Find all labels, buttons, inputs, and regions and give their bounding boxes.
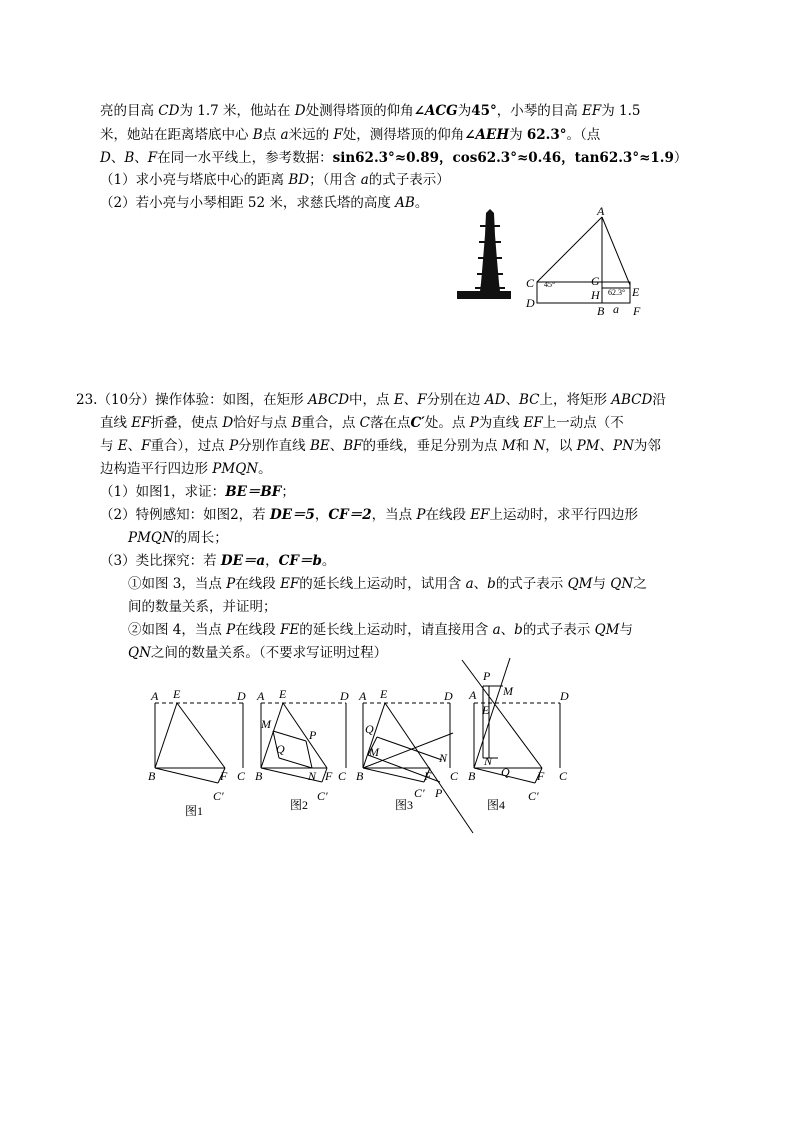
label-C: C	[526, 276, 535, 290]
txt: 米远的	[288, 127, 334, 143]
var: PM	[576, 438, 600, 454]
fig4-label-B: B	[468, 769, 476, 783]
txt: 的周长；	[173, 530, 228, 546]
txt: 与	[100, 438, 118, 454]
fig2-label-P: P	[309, 728, 317, 742]
fig1-label-D: D	[237, 689, 246, 703]
var: D	[222, 415, 234, 431]
txt: 、	[473, 576, 488, 592]
txt: 为邻	[633, 438, 661, 454]
var: PMQN	[128, 530, 174, 546]
math: DE＝5	[269, 507, 315, 523]
fig3-label-P: P	[435, 786, 443, 800]
var: E	[117, 438, 128, 454]
fig1-label-C: C	[237, 769, 246, 783]
txt: 与	[592, 576, 611, 592]
figure-2	[261, 703, 346, 782]
txt: 折叠，使点	[150, 415, 223, 431]
pagoda-icon	[457, 209, 511, 299]
fig1-caption: 图1	[185, 804, 204, 818]
txt: 为	[509, 127, 527, 143]
txt: 、	[500, 622, 515, 638]
txt: 的式子表示）	[368, 172, 450, 188]
fig3-label-Cp: C′	[414, 786, 425, 800]
math: CF＝b	[278, 553, 322, 569]
txt: ；（用含	[309, 172, 361, 188]
var: ABCD	[611, 392, 653, 408]
txt: 之间的数量关系。（不要求写证明过程）	[150, 645, 388, 661]
math: DE＝a	[220, 553, 266, 569]
txt: 间的数量关系，并证明；	[128, 599, 277, 615]
txt: 。	[321, 553, 336, 569]
txt: 重合，点	[301, 415, 360, 431]
label-B: B	[597, 304, 605, 318]
txt: （1）如图1，求证：	[100, 484, 226, 500]
txt: 在线段	[425, 507, 471, 523]
txt: 之	[633, 576, 647, 592]
q22-line-2	[100, 125, 600, 145]
var: P	[229, 438, 239, 454]
txt: 与	[619, 622, 633, 638]
fig4-label-A: A	[469, 688, 477, 702]
math: C′	[410, 415, 425, 431]
var: P	[226, 622, 236, 638]
fig4-label-E: E	[482, 703, 490, 717]
var: a	[360, 172, 369, 188]
label-a: a	[613, 302, 619, 316]
fig2-label-B: B	[255, 769, 263, 783]
var: FE	[280, 622, 300, 638]
var: QM	[567, 576, 593, 592]
math: ∠AEH	[464, 127, 510, 143]
var: F	[147, 150, 158, 166]
txt: 为 1.5	[601, 103, 641, 119]
txt: （2）若小亮与小琴相距 52 米，求慈氏塔的高度	[100, 195, 396, 211]
fig3-label-F: F	[424, 769, 432, 783]
txt: 、	[110, 150, 125, 166]
label-D: D	[526, 296, 535, 310]
fig3-label-Q: Q	[365, 722, 374, 736]
txt: 点	[262, 127, 281, 143]
fig2-label-D: D	[340, 689, 349, 703]
var: B	[291, 415, 302, 431]
var: BD	[288, 172, 310, 188]
txt: 和	[515, 438, 534, 454]
label-angle45: 45°	[544, 280, 556, 289]
txt: 23.（10分）操作体验：如图，在矩形	[76, 392, 308, 408]
q23-line-8	[100, 551, 335, 571]
q22-line-1	[100, 101, 641, 121]
fig4-label-Cp: C′	[528, 789, 539, 803]
txt: 分别作直线	[238, 438, 310, 454]
fig4-label-N: N	[484, 754, 493, 768]
txt: 亮的目高	[100, 103, 159, 119]
figure-4	[462, 658, 560, 783]
label-H: H	[591, 288, 600, 302]
math: 62.3°	[526, 127, 567, 143]
var: P	[226, 576, 236, 592]
fig1-label-F: F	[220, 769, 228, 783]
var: B	[252, 127, 263, 143]
fig2-label-N: N	[308, 769, 317, 783]
txt: 处。点	[424, 415, 470, 431]
q23-line-6	[100, 505, 638, 525]
q23-line-7	[128, 528, 228, 548]
q23-line-4	[100, 459, 272, 479]
var: D	[100, 150, 111, 166]
math: BE＝BF	[225, 484, 282, 500]
txt: 边构造平行四边形	[100, 461, 213, 477]
fig2-label-M: M	[261, 717, 271, 731]
txt: 的垂线，垂足分别为点	[362, 438, 502, 454]
txt: 在同一水平线上，参考数据：	[157, 150, 333, 166]
txt: 的式子表示	[495, 576, 568, 592]
q23-line-1	[76, 390, 666, 410]
q22-line-4	[100, 170, 450, 190]
math: sin62.3°≈0.89，cos62.3°≈0.46，tan62.3°≈1.9	[332, 150, 674, 166]
fig1-label-B: B	[148, 769, 156, 783]
var: F	[417, 392, 427, 408]
txt: 中，点	[349, 392, 394, 408]
txt: 落在点	[370, 415, 411, 431]
txt: ，以	[545, 438, 577, 454]
txt: ）	[673, 150, 688, 166]
fig2-label-Cp: C′	[317, 789, 328, 803]
txt: ，	[314, 507, 329, 523]
var: PN	[613, 438, 634, 454]
fig4-label-C: C	[559, 769, 568, 783]
q23-figures	[140, 655, 580, 840]
var: BE	[309, 438, 330, 454]
txt: ；	[281, 484, 295, 500]
var: F	[333, 127, 343, 143]
var: BC	[518, 392, 540, 408]
line-AE	[602, 217, 630, 285]
txt: 在线段	[235, 622, 281, 638]
txt: 、	[329, 438, 344, 454]
var: EF	[280, 576, 300, 592]
label-angle62: 62.3°	[608, 288, 626, 297]
var: QM	[594, 622, 620, 638]
fig4-label-Q: Q	[501, 765, 510, 779]
fig3-label-E: E	[380, 687, 388, 701]
txt: （2）特例感知：如图2，若	[100, 507, 270, 523]
txt: 沿	[652, 392, 666, 408]
txt: 、	[505, 392, 519, 408]
q22-line-5	[100, 193, 428, 213]
var: F	[141, 438, 151, 454]
fig1-label-A: A	[151, 689, 159, 703]
txt: ①如图 3，当点	[128, 576, 227, 592]
txt: ②如图 4，当点	[128, 622, 227, 638]
fig2-label-E: E	[279, 687, 287, 701]
fig4-caption: 图4	[487, 798, 506, 812]
fig3-label-A: A	[359, 689, 367, 703]
txt: 上运动时，求平行四边形	[489, 507, 639, 523]
txt: 重合），过点	[150, 438, 230, 454]
txt: ，	[265, 553, 279, 569]
txt: 直线	[100, 415, 132, 431]
fig2-label-F: F	[325, 769, 333, 783]
txt: 的延长线上运动时，请直接用含	[299, 622, 493, 638]
tower-figure	[450, 205, 650, 320]
txt: 恰好与点	[233, 415, 292, 431]
txt: 的式子表示	[522, 622, 595, 638]
var: D	[294, 103, 306, 119]
var: b	[487, 576, 496, 592]
q23-line-10	[128, 597, 277, 617]
var: ABCD	[307, 392, 350, 408]
q23-line-5	[100, 482, 295, 502]
var: B	[124, 150, 135, 166]
var: AD	[484, 392, 506, 408]
math: 45°	[471, 103, 497, 119]
txt: 、	[599, 438, 613, 454]
txt: 。	[414, 195, 429, 211]
var: a	[280, 127, 289, 143]
txt: 为	[457, 103, 472, 119]
var: E	[393, 392, 404, 408]
txt: 。	[258, 461, 272, 477]
q22-line-3	[100, 148, 687, 168]
fig3-label-C: C	[450, 769, 459, 783]
fig2-label-Q: Q	[276, 742, 285, 756]
fig3-caption: 图3	[395, 798, 414, 812]
q23-line-3	[100, 436, 661, 456]
var: PMQN	[212, 461, 259, 477]
var: EF	[582, 103, 602, 119]
label-G: G	[591, 274, 600, 288]
txt: 分别在边	[426, 392, 485, 408]
math: CF＝2	[328, 507, 372, 523]
label-A: A	[597, 204, 605, 218]
fig2-caption: 图2	[290, 798, 309, 812]
figure-3	[363, 703, 473, 833]
txt: 为 1.7 米，他站在	[179, 103, 295, 119]
var: P	[469, 415, 479, 431]
fig4-label-M: M	[503, 684, 513, 698]
txt: 米，她站在距离塔底中心	[100, 127, 253, 143]
fig4-label-D: D	[560, 689, 569, 703]
var: CD	[158, 103, 180, 119]
fig4-label-P: P	[483, 669, 491, 683]
fig4-label-F: F	[537, 769, 545, 783]
var: M	[501, 438, 516, 454]
fig1-label-E: E	[173, 687, 181, 701]
label-F: F	[633, 304, 641, 318]
fig1-label-Cp: C′	[213, 789, 224, 803]
fig3-label-M: M	[369, 745, 379, 759]
var: a	[492, 622, 501, 638]
fig3-label-B: B	[356, 769, 364, 783]
var: a	[465, 576, 474, 592]
line-AC	[537, 217, 602, 282]
var: EF	[131, 415, 151, 431]
var: b	[514, 622, 523, 638]
q23-line-2	[100, 413, 624, 433]
var: P	[416, 507, 426, 523]
txt: 在线段	[235, 576, 281, 592]
q23-line-11	[128, 620, 633, 640]
txt: 处测得塔顶的仰角	[305, 103, 414, 119]
fig2-label-C: C	[338, 769, 347, 783]
txt: 。（点	[566, 127, 601, 143]
var: AB	[395, 195, 415, 211]
var: QN	[610, 576, 634, 592]
math: ∠ACG	[413, 103, 458, 119]
label-E: E	[632, 285, 640, 299]
var: EF	[470, 507, 490, 523]
txt: 处，测得塔顶的仰角	[342, 127, 465, 143]
fig2-label-A: A	[257, 689, 265, 703]
txt: 上，将矩形	[539, 392, 612, 408]
q23-line-9	[128, 574, 647, 594]
fig3-label-N: N	[439, 751, 448, 765]
txt: 上一动点（不	[542, 415, 624, 431]
var: C	[359, 415, 371, 431]
txt: ，小琴的目高	[496, 103, 583, 119]
txt: 、	[403, 392, 418, 408]
txt: 、	[134, 150, 148, 166]
var: EF	[523, 415, 543, 431]
txt: ，当点	[371, 507, 417, 523]
txt: 的延长线上运动时，试用含	[299, 576, 466, 592]
figure-1	[155, 703, 243, 783]
txt: （3）类比探究：若	[100, 553, 221, 569]
txt: （1）求小亮与塔底中心的距离	[100, 172, 289, 188]
var: BF	[343, 438, 363, 454]
txt: 为直线	[478, 415, 524, 431]
var: QN	[128, 645, 151, 661]
txt: 、	[127, 438, 142, 454]
var: N	[533, 438, 546, 454]
fig3-label-D: D	[444, 689, 453, 703]
